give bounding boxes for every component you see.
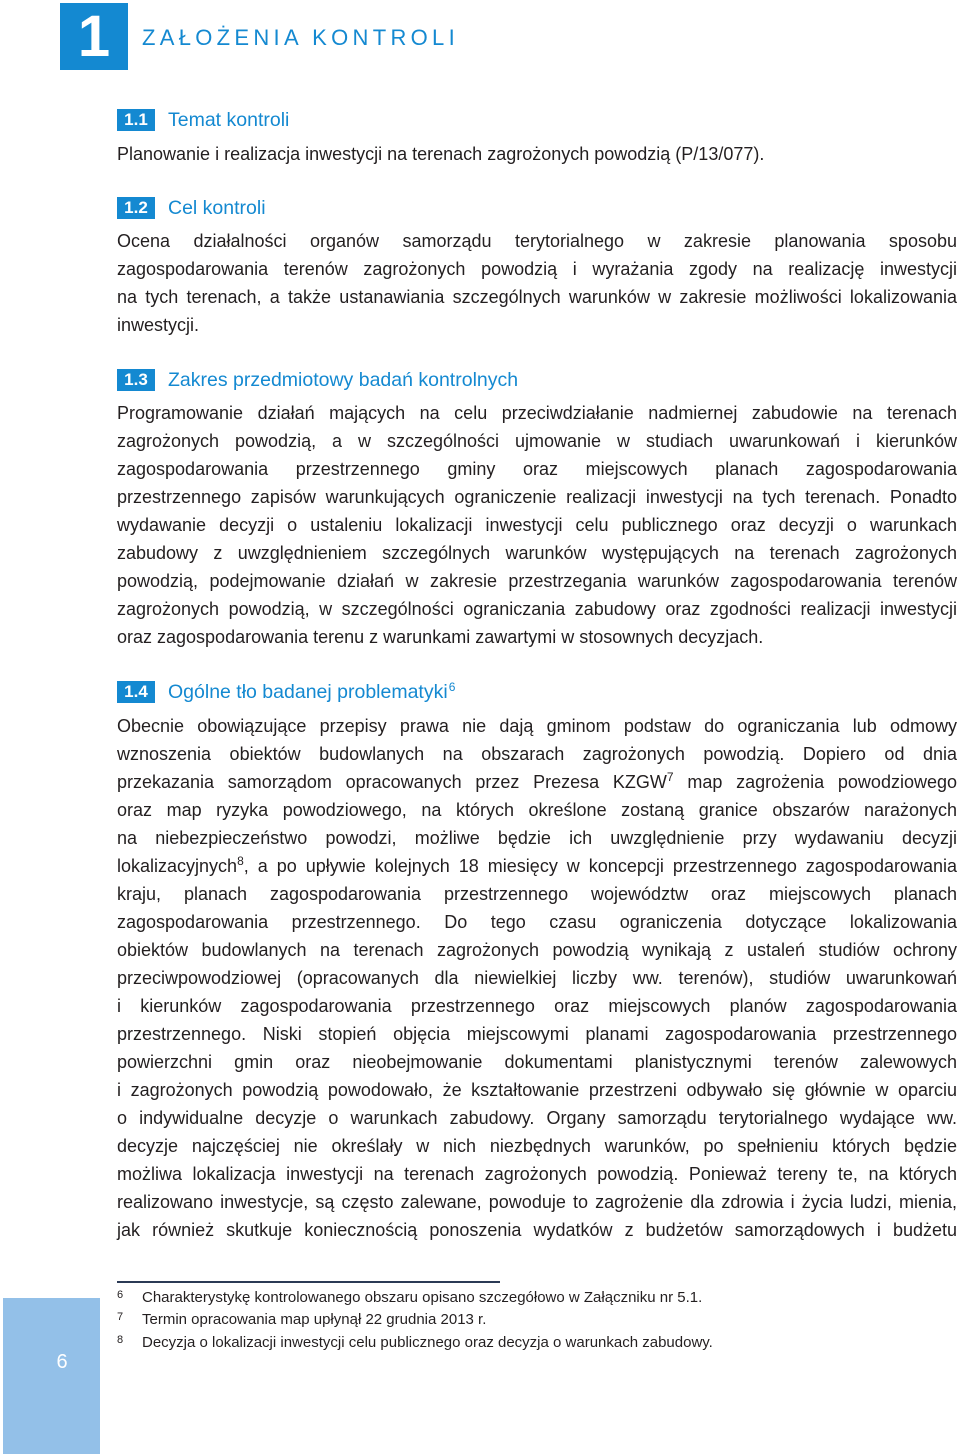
line-text: , a po upływie kolejnych 18 miesięcy w koncepcji przestrzennego zagospodarowania bbox=[243, 856, 957, 876]
footnote-ref[interactable]: 6 bbox=[448, 680, 456, 694]
paragraph-line: zagrożonych powodzią, a w szczególności ujmowanie w studiach uwarunkowań i kierunków bbox=[117, 431, 957, 451]
section-heading-1-2 bbox=[117, 197, 957, 219]
chapter-number: 1 bbox=[60, 3, 128, 70]
footnote-number: 6 bbox=[117, 1289, 124, 1301]
footnote-text: Decyzja o lokalizacji inwestycji celu publicznego oraz decyzja o warunkach zabudowy. bbox=[142, 1334, 713, 1351]
paragraph-line: obiektów budowlanych na terenach zagrożonych powodzią wynikają z ustaleń studiów ochrony bbox=[117, 940, 957, 960]
section-heading-1-4 bbox=[117, 681, 957, 703]
footnote-divider bbox=[117, 1281, 500, 1283]
paragraph-line: i zagrożonych powodzią powodowało, że kształtowanie przestrzeni odbywało się głównie w oparciu bbox=[117, 1080, 957, 1100]
paragraph-line: i kierunków zagospodarowania przestrzennego oraz miejscowych planów zagospodarowania bbox=[117, 996, 957, 1016]
section-paragraph-1-3 bbox=[117, 399, 957, 651]
paragraph-line: zagospodarowania przestrzennego. Do tego czasu ograniczenia dotyczące lokalizowania bbox=[117, 912, 957, 932]
paragraph-line: Obecnie obowiązujące przepisy prawa nie dają gminom podstaw do ograniczania lub odmowy bbox=[117, 716, 957, 736]
section-heading-1-3 bbox=[117, 369, 957, 391]
paragraph-line: oraz zagospodarowania terenu z warunkami zawartymi w stosownych decyzjach. bbox=[117, 627, 764, 647]
footnote-number: 7 bbox=[117, 1311, 124, 1323]
paragraph-line bbox=[117, 768, 957, 796]
section-number: 1.1 bbox=[117, 109, 155, 131]
paragraph-line: powodzią, podejmowanie działań w zakresie przestrzegania warunków zagospodarowania terenów bbox=[117, 571, 957, 591]
paragraph-line: powierzchni gmin oraz nieobejmowanie dokumentami planistycznymi terenów zalewowych bbox=[117, 1052, 957, 1072]
section-title: Cel kontroli bbox=[168, 197, 266, 219]
section-paragraph-1-4 bbox=[117, 712, 957, 1244]
footnote-text: Termin opracowania map upłynął 22 grudnia 2013 r. bbox=[142, 1311, 487, 1328]
paragraph-line: Ocena działalności organów samorządu terytorialnego w zakresie planowania sposobu bbox=[117, 231, 957, 251]
paragraph-line: Programowanie działań mających na celu przeciwdziałanie nadmiernej zabudowie na terenach bbox=[117, 403, 957, 423]
paragraph-line: inwestycji. bbox=[117, 315, 200, 335]
paragraph-line: zagrożonych powodzią, w szczególności ograniczania zabudowy oraz zgodności realizacji inwestycji bbox=[117, 599, 957, 619]
paragraph-line: zabudowy z uwzględnieniem szczególnych warunków występujących na terenach zagrożonych bbox=[117, 543, 957, 563]
paragraph-line: oraz map ryzyka powodziowego, na których określone zostaną granice obszarów narażonych bbox=[117, 800, 957, 820]
section-heading-1-1 bbox=[117, 109, 957, 131]
paragraph-line: kraju, planach zagospodarowania przestrzennego województw oraz miejscowych planach bbox=[117, 884, 957, 904]
paragraph-line: Planowanie i realizacja inwestycji na terenach zagrożonych powodzią (P/13/077). bbox=[117, 144, 765, 164]
section-title: Zakres przedmiotowy badań kontrolnych bbox=[168, 369, 519, 391]
section-title: Temat kontroli bbox=[168, 109, 290, 131]
line-text: map zagrożenia powodziowego bbox=[673, 772, 957, 792]
line-text: lokalizacyjnych bbox=[117, 856, 238, 876]
chapter-title: ZAŁOŻENIA KONTROLI bbox=[142, 25, 460, 50]
section-title bbox=[168, 681, 455, 703]
section-paragraph-1-1 bbox=[117, 140, 957, 168]
footnote-text: Charakterystykę kontrolowanego obszaru opisano szczegółowo w Załączniku nr 5.1. bbox=[142, 1289, 703, 1306]
line-text: przekazania samorządom opracowanych przez Prezesa KZGW bbox=[117, 772, 667, 792]
paragraph-line bbox=[117, 852, 957, 880]
paragraph-line: na niebezpieczeństwo powodzi, możliwe będzie ich uwzględnienie przy wydawaniu decyzji bbox=[117, 828, 957, 848]
section-number: 1.3 bbox=[117, 369, 155, 391]
paragraph-line: wydawanie decyzji o ustaleniu lokalizacji inwestycji celu publicznego oraz decyzji o warunkach bbox=[117, 515, 957, 535]
paragraph-line: wznoszenia obiektów budowlanych na obszarach zagrożonych powodzią. Dopiero od dnia bbox=[117, 744, 957, 764]
paragraph-line: decyzje najczęściej nie określały w nich niezbędnych warunków, po spełnieniu których będzie bbox=[117, 1136, 957, 1156]
section-number: 1.2 bbox=[117, 197, 155, 219]
paragraph-line: przeciwpowodziowej (opracowanych dla niewielkiej liczby ww. terenów), studiów uwarunkowań bbox=[117, 968, 957, 988]
footnote-number: 8 bbox=[117, 1334, 124, 1346]
paragraph-line: na tych terenach, a także ustanawiania szczególnych warunków w zakresie możliwości lokalizowania bbox=[117, 287, 957, 307]
paragraph-line: realizowano inwestycje, są często zalewane, powoduje to zagrożenie dla zdrowia i życia ludzi, mienia, bbox=[117, 1192, 957, 1212]
page-number-tab bbox=[3, 1298, 100, 1454]
footnote bbox=[117, 1309, 957, 1331]
section-title-text: Ogólne tło badanej problematyki bbox=[168, 681, 448, 703]
section-paragraph-1-2 bbox=[117, 227, 957, 339]
footnote-ref[interactable]: 7 bbox=[666, 770, 674, 784]
paragraph-line: zagospodarowania terenów zagrożonych powodzią i wyrażania zgody na realizację inwestycji bbox=[117, 259, 957, 279]
page-number: 6 bbox=[56, 1351, 68, 1373]
footnote bbox=[117, 1287, 957, 1309]
paragraph-line: możliwa lokalizacja inwestycji na terenach zagrożonych powodzią. Ponieważ tereny te, na których bbox=[117, 1164, 957, 1184]
paragraph-line: zagospodarowania przestrzennego gminy oraz miejscowych planach zagospodarowania bbox=[117, 459, 957, 479]
section-number: 1.4 bbox=[117, 681, 155, 703]
paragraph-line: przestrzennego zapisów warunkujących ograniczenie realizacji inwestycji na tych terenach. Ponadto bbox=[117, 487, 957, 507]
footnote bbox=[117, 1332, 957, 1354]
paragraph-line: jak również skutkuje koniecznością ponoszenia wydatków z budżetów samorządowych i budżetu bbox=[117, 1220, 957, 1240]
paragraph-line: o indywidualne decyzje o warunkach zabudowy. Organy samorządu terytorialnego wydające ww. bbox=[117, 1108, 957, 1128]
paragraph-line: przestrzennego. Niski stopień objęcia miejscowymi planami zagospodarowania przestrzennego bbox=[117, 1024, 957, 1044]
footnote-ref[interactable]: 8 bbox=[237, 854, 244, 868]
